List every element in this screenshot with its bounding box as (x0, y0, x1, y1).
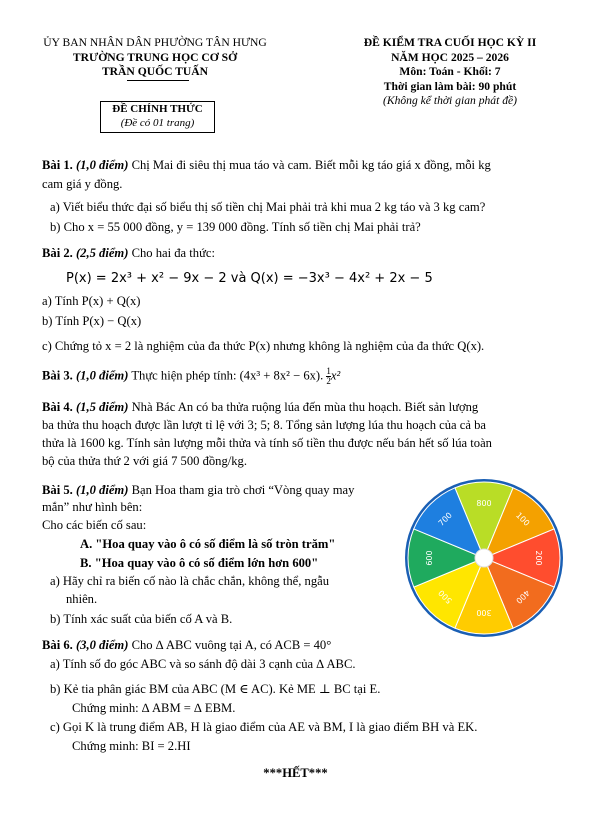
event-b: B. "Hoa quay vào ô có số điểm lớn hơn 600" (80, 556, 319, 570)
header-underline (127, 80, 189, 81)
official-box (100, 101, 215, 133)
subject: Môn: Toán - Khối: 7 (399, 65, 501, 78)
problem-1-title: Bài 1. (42, 158, 73, 172)
problem-6a: a) Tính số đo góc ABC và so sánh độ dài 3 cạnh của ∆ ABC. (50, 657, 356, 671)
problem-4-line-4: bộ của thửa thứ 2 với giá 7 500 đồng/kg. (42, 454, 247, 468)
fraction: $\frac{1}{2}$ (326, 366, 331, 386)
problem-3-title: Bài 3. (42, 368, 73, 383)
problem-5-score: (1,0 điểm) (75, 483, 129, 497)
problem-4-title: Bài 4. (42, 400, 73, 414)
problem-4-text: Nhà Bác An có ba thửa ruộng lúa đến mùa thu hoạch. Biết sản lượng (131, 400, 479, 414)
school-name: TRƯỜNG TRUNG HỌC CƠ SỞ (72, 51, 238, 64)
problem-6-text: Cho ∆ ABC vuông tại A, có ACB = 40° (131, 638, 332, 652)
authority-name: ỦY BAN NHÂN DÂN PHƯỜNG TÂN HƯNG (43, 36, 267, 49)
wheel-label: 400 (514, 588, 532, 606)
problem-2a: a) Tính P(x) + Q(x) (42, 294, 141, 308)
problem-2b: b) Tính P(x) − Q(x) (42, 314, 142, 328)
problem-1b: b) Cho x = 55 000 đồng, y = 139 000 đồng. Tính số tiền chị Mai phải trả? (50, 220, 421, 234)
problem-6b: b) Kẻ tia phân giác BM của ABC (M ∈ AC). Kẻ ME ⊥ BC tại E. (50, 682, 381, 696)
polynomials: P(x) = 2x³ + x² − 9x − 2 và Q(x) = −3x³ − 4x² + 2x − 5 (66, 271, 433, 286)
problem-6-title: Bài 6. (42, 638, 73, 652)
problem-6c-proof: Chứng minh: BI = 2.HI (72, 739, 191, 753)
problem-5-title: Bài 5. (42, 483, 73, 497)
problem-3-score: (1,0 điểm) (75, 368, 129, 383)
problem-3 (42, 367, 340, 386)
problem-2 (42, 246, 215, 262)
problem-1 (42, 158, 491, 174)
problem-6-score: (3,0 điểm) (75, 638, 129, 652)
exam-title: ĐỀ KIỂM TRA CUỐI HỌC KỲ II (363, 36, 537, 49)
problem-4-score: (1,5 điểm) (75, 400, 129, 414)
problem-1a: a) Viết biểu thức đại số biểu thị số tiền chị Mai phải trả khi mua 2 kg táo và 3 kg cam? (50, 200, 486, 214)
wheel-label: 300 (476, 608, 492, 618)
event-a: A. "Hoa quay vào ô có số điểm là số tròn trăm" (80, 537, 336, 551)
wheel-label: 600 (424, 550, 434, 566)
wheel-label: 700 (436, 510, 454, 528)
problem-5b: b) Tính xác suất của biến cố A và B. (50, 612, 233, 626)
problem-1-text: Chị Mai đi siêu thị mua táo và cam. Biết mỗi kg táo giá x đồng, mỗi kg (131, 158, 491, 172)
problem-5-line-2: mắn” như hình bên: (42, 500, 143, 514)
problem-5-text: Bạn Hoa tham gia trò chơi “Vòng quay may (131, 483, 355, 497)
problem-6c: c) Gọi K là trung điểm AB, H là giao điểm của AE và BM, I là giao điểm BH và EK. (50, 720, 478, 734)
problem-2-score: (2,5 điểm) (75, 246, 129, 260)
problem-2c: c) Chứng tỏ x = 2 là nghiệm của đa thức P(x) nhưng không là nghiệm của đa thức Q(x). (42, 339, 485, 353)
problem-1-text-2: cam giá y đồng. (42, 177, 123, 191)
problem-5-line-3: Cho các biến cố sau: (42, 518, 147, 532)
end-marker: ***HẾT*** (263, 766, 328, 780)
problem-4-line-2: ba thửa thu hoạch được lần lượt tỉ lệ với 3; 5; 8. Tổng sản lượng lúa thu hoạch của cả ba (42, 418, 487, 432)
school-year: NĂM HỌC 2025 – 2026 (391, 51, 509, 64)
duration: Thời gian làm bài: 90 phút (383, 80, 517, 93)
problem-3-text: Thực hiện phép tính: (4x³ + 8x² − 6x). (131, 368, 327, 383)
wheel-label: 200 (534, 550, 544, 566)
problem-5a: a) Hãy chỉ ra biến cố nào là chắc chắn, không thể, ngẫu (50, 574, 330, 588)
problem-5 (42, 483, 354, 499)
problem-6b-proof: Chứng minh: ∆ ABM = ∆ EBM. (72, 701, 236, 715)
problem-2-text: Cho hai đa thức: (131, 246, 215, 260)
problem-1-score: (1,0 điểm) (75, 158, 129, 172)
school-name-2: TRẦN QUỐC TUẤN (101, 65, 209, 78)
problem-5a-line-2: nhiên. (66, 592, 98, 606)
official-label: ĐỀ CHÍNH THỨC (112, 103, 203, 115)
problem-4 (42, 400, 478, 416)
wheel-label: 800 (476, 498, 492, 508)
problem-3-tail: x² (330, 368, 341, 383)
problem-6 (42, 638, 331, 654)
wheel-label: 100 (514, 510, 532, 528)
lucky-wheel (404, 478, 564, 638)
page-count: (Đề có 01 trang) (120, 117, 195, 129)
wheel-label: 500 (436, 588, 454, 606)
wheel-hub (475, 549, 493, 567)
problem-2-title: Bài 2. (42, 246, 73, 260)
problem-4-line-3: thửa là 1600 kg. Tính sản lượng mỗi thửa và tính số tiền thu được nếu bán hết số lúa toàn (42, 436, 492, 450)
duration-note: (Không kể thời gian phát đề) (382, 94, 518, 107)
